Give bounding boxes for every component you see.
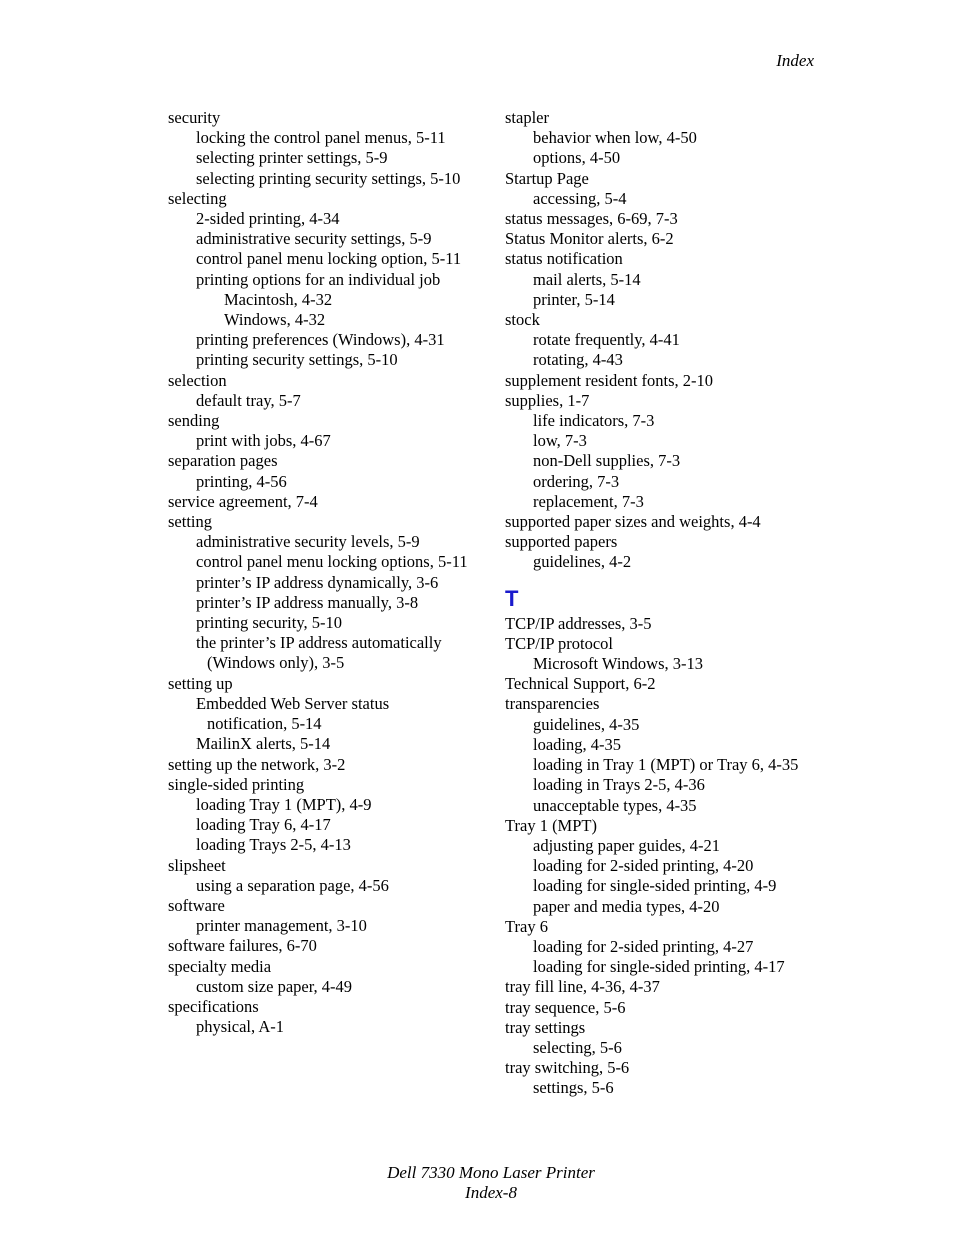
index-entry: supported paper sizes and weights, 4-4 [505, 512, 761, 532]
index-subentry: low, 7-3 [533, 431, 587, 451]
index-subentry: loading for single-sided printing, 4-17 [533, 957, 785, 977]
index-entry: transparencies [505, 694, 600, 714]
index-entry: software failures, 6-70 [168, 936, 317, 956]
index-subentry: Windows, 4-32 [224, 310, 326, 330]
index-subentry: custom size paper, 4-49 [196, 976, 353, 996]
index-subentry: printer’s IP address manually, 3-8 [196, 592, 419, 612]
index-entry: setting up [168, 673, 233, 693]
index-subentry: printing security, 5-10 [196, 613, 343, 633]
index-entry: Technical Support, 6-2 [505, 674, 656, 694]
index-subentry: Embedded Web Server status [196, 693, 390, 713]
index-subentry: options, 4-50 [533, 148, 621, 168]
index-entry: specifications [168, 996, 259, 1016]
index-subentry: settings, 5-6 [533, 1078, 614, 1098]
index-subentry: selecting, 5-6 [533, 1037, 622, 1057]
index-subentry: paper and media types, 4-20 [533, 896, 720, 916]
index-subentry: selecting printer settings, 5-9 [196, 148, 388, 168]
index-entry: specialty media [168, 956, 272, 976]
index-entry: stapler [505, 108, 549, 127]
index-entry: tray sequence, 5-6 [505, 997, 626, 1017]
index-entry: service agreement, 7-4 [168, 491, 318, 511]
index-subentry: life indicators, 7-3 [533, 411, 655, 431]
index-entry: slipsheet [168, 855, 226, 875]
index-entry: sending [168, 411, 220, 431]
index-entry: supported papers [505, 532, 618, 552]
footer-page-number: Index-8 [465, 1183, 517, 1202]
index-column-right [505, 108, 835, 1099]
index-subentry: printing security settings, 5-10 [196, 350, 398, 370]
index-subentry: loading in Trays 2-5, 4-36 [533, 775, 705, 795]
index-entry: tray fill line, 4-36, 4-37 [505, 977, 660, 997]
index-entry: separation pages [168, 451, 278, 471]
index-subentry: printer management, 3-10 [196, 916, 367, 936]
index-subentry: control panel menu locking options, 5-11 [196, 552, 468, 572]
index-entry: tray switching, 5-6 [505, 1058, 630, 1078]
index-subentry: administrative security settings, 5-9 [196, 229, 432, 249]
index-subentry: behavior when low, 4-50 [533, 128, 697, 148]
index-subentry: unacceptable types, 4-35 [533, 795, 697, 815]
index-entry: security [168, 108, 221, 127]
index-entry: Tray 1 (MPT) [505, 815, 597, 835]
index-section-letter: T [505, 585, 519, 611]
index-subentry: default tray, 5-7 [196, 390, 301, 410]
index-subentry: guidelines, 4-35 [533, 714, 640, 734]
index-subentry: accessing, 5-4 [533, 188, 627, 208]
index-subentry: MailinX alerts, 5-14 [196, 734, 331, 754]
index-entry: setting [168, 512, 212, 532]
index-subentry: administrative security levels, 5-9 [196, 532, 420, 552]
index-entry: supplies, 1-7 [505, 390, 590, 410]
index-subentry: 2-sided printing, 4-34 [196, 209, 340, 229]
index-entry: software [168, 895, 225, 915]
index-subentry: loading Trays 2-5, 4-13 [196, 835, 351, 855]
index-subentry: loading in Tray 1 (MPT) or Tray 6, 4-35 [533, 755, 799, 775]
index-subentry: printing, 4-56 [196, 471, 287, 491]
page-footer [0, 1163, 954, 1203]
index-subentry: mail alerts, 5-14 [533, 269, 641, 289]
index-subentry: printing preferences (Windows), 4-31 [196, 330, 445, 350]
index-subentry: loading Tray 6, 4-17 [196, 815, 331, 835]
index-subentry: printer, 5-14 [533, 289, 615, 309]
index-subentry: selecting printing security settings, 5-10 [196, 168, 461, 188]
index-subentry: the printer’s IP address automatically [196, 633, 442, 653]
index-entry: status notification [505, 249, 623, 269]
index-subentry: replacement, 7-3 [533, 491, 644, 511]
index-entry: status messages, 6-69, 7-3 [505, 209, 678, 229]
index-subentry: printer’s IP address dynamically, 3-6 [196, 572, 439, 592]
index-subentry: ordering, 7-3 [533, 471, 620, 491]
index-subentry: guidelines, 4-2 [533, 552, 632, 572]
index-entry: supplement resident fonts, 2-10 [505, 370, 714, 390]
index-subentry: loading for single-sided printing, 4-9 [533, 876, 777, 896]
index-subentry: loading, 4-35 [533, 734, 621, 754]
index-entry: TCP/IP addresses, 3-5 [505, 613, 652, 633]
index-column-left [168, 108, 488, 1037]
index-subentry: loading for 2-sided printing, 4-20 [533, 856, 754, 876]
index-subentry: locking the control panel menus, 5-11 [196, 128, 446, 148]
index-entry-continuation: notification, 5-14 [207, 714, 322, 734]
index-entry: single-sided printing [168, 774, 305, 794]
index-subentry: rotate frequently, 4-41 [533, 330, 680, 350]
index-entry: TCP/IP protocol [505, 633, 614, 653]
index-entry: stock [505, 310, 540, 330]
index-subentry: loading for 2-sided printing, 4-27 [533, 936, 754, 956]
index-subentry: Microsoft Windows, 3-13 [533, 654, 703, 674]
index-subentry: rotating, 4-43 [533, 350, 623, 370]
index-entry: selection [168, 370, 227, 390]
index-subentry: print with jobs, 4-67 [196, 431, 331, 451]
index-subentry: control panel menu locking option, 5-11 [196, 249, 462, 269]
footer-product-name: Dell 7330 Mono Laser Printer [387, 1163, 595, 1182]
index-entry: tray settings [505, 1017, 586, 1037]
index-entry: selecting [168, 188, 227, 208]
index-subentry: loading Tray 1 (MPT), 4-9 [196, 794, 372, 814]
index-subentry: physical, A-1 [196, 1017, 284, 1037]
running-head: Index [776, 51, 814, 70]
index-entry: Startup Page [505, 168, 589, 188]
index-subentry: using a separation page, 4-56 [196, 875, 389, 895]
index-entry-continuation: (Windows only), 3-5 [207, 653, 345, 673]
index-entry: Tray 6 [505, 916, 548, 936]
index-entry: Status Monitor alerts, 6-2 [505, 229, 674, 249]
index-subentry: printing options for an individual job [196, 269, 441, 289]
index-subentry: non-Dell supplies, 7-3 [533, 451, 681, 471]
index-entry: setting up the network, 3-2 [168, 754, 346, 774]
index-subentry: adjusting paper guides, 4-21 [533, 835, 720, 855]
index-subentry: Macintosh, 4-32 [224, 289, 333, 309]
